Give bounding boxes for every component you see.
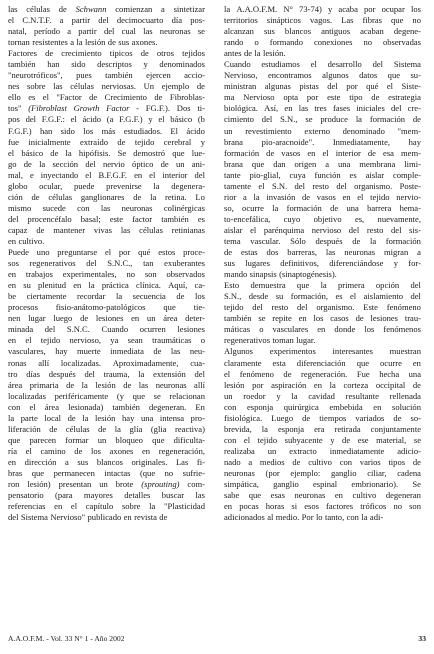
text-line: área primaria de la lesión de las neuronas allí <box>8 379 205 390</box>
text-line: tos" (Fibroblast Growth Factor - FG.F.). Dos ti- <box>8 103 205 114</box>
text-line: el básico de la hipófisis. Se demostró que lue- <box>8 147 205 158</box>
text-line: tante pio-glial, cuya función es aislar comple- <box>224 169 421 180</box>
text-line: Algunos experimentos interesantes muestran <box>224 346 421 357</box>
text-line: globo ocular, puede prevenirse la degenera- <box>8 180 205 191</box>
text-line: tro días después del trauma, la extensión del <box>8 368 205 379</box>
text-line: liferación de células de la glía (glia reactiva) <box>8 423 205 434</box>
text-line: ello es el "Factor de Crecimiento de Fibroblas- <box>8 92 205 103</box>
text-line: S.N., desde su formación, es el aislamiento del <box>224 291 421 302</box>
text-line: vasculares, hay muerte inmediata de las neu- <box>8 346 205 357</box>
text-line: "neurotróficos", pues también ejercen accio- <box>8 70 205 81</box>
text-line: fisiológica. Luego de tiempos variados de so- <box>224 412 421 423</box>
text-line: con el área lesionada) también degeneran. En <box>8 401 205 412</box>
text-line: en el tejido nervioso, ya sean traumáticas o <box>8 335 205 346</box>
text-line: las células de Schwann comienzan a sintetizar <box>8 4 205 14</box>
text-line: simpática, ganglio espinal embrionario). Se <box>224 479 421 490</box>
text-line: so, ocurre la formación de una barrera hema- <box>224 202 421 213</box>
text-line: procesos fisio-anátomo-patológicos que tie- <box>8 302 205 313</box>
text-line: ción de células ganglionares de la retina. Lo <box>8 191 205 202</box>
text-line: tamente el S.N. del resto del organismo. Poste- <box>224 180 421 191</box>
text-line: claramente esta diferenciación que ocurre en <box>224 357 421 368</box>
text-line: tema vascular. Sólo después de la formación <box>224 235 421 246</box>
text-line: la A.A.O.F.M. N° 73-74) y acaba por ocupar los <box>224 4 421 14</box>
text-line: rior a la invasión de vasos en el tejido nervio- <box>224 191 421 202</box>
text-line: lesión por aspiración en la corteza occipital de <box>224 379 421 390</box>
text-line: bras que permanecen intactas (que no sufrie- <box>8 467 205 478</box>
text-line: que parecen formar un bloqueo que dificulta- <box>8 434 205 445</box>
text-line: Esto demuestra que la primera opción del <box>224 280 421 291</box>
text-line: del procencéfalo basal; este factor también es <box>8 213 205 224</box>
text-line: biológica. Así, en las tres fases iniciales del cre- <box>224 103 421 114</box>
text-line: en trabajos experimentales, no son observados <box>8 269 205 280</box>
text-line: brana que dan origen a una membrana limi- <box>224 158 421 169</box>
text-line: formación de vasos en el interior de esa mem- <box>224 147 421 158</box>
text-line: también han sido descriptos y denominados <box>8 59 205 70</box>
text-line: referencias en el capítulo sobre la "Plasticidad <box>8 501 205 512</box>
text-line: un roedor y la cavidad resultante rellenada <box>224 390 421 401</box>
text-line: mismo sucede con las neuronas colinérgicas <box>8 202 205 213</box>
text-line: el C.N.T.F. a partir del decimocuarto día pos- <box>8 15 205 26</box>
text-line: ron lesión) presentan un brote (sprouting) com- <box>8 479 205 490</box>
text-line: minada del S.N.C. Cuando ocurren lesiones <box>8 324 205 335</box>
text-line: pensatorio (para mayores detalles buscar las <box>8 490 205 501</box>
text-line: ría el camino de los axones en regeneración, <box>8 445 205 456</box>
page-footer <box>8 634 426 646</box>
text-line: un revestimiento externo denominado "mem- <box>224 125 421 136</box>
text-line: ma Nervioso opta por este tipo de estrategia <box>224 92 421 103</box>
text-line: también se repite en los casos de lesiones trau- <box>224 313 421 324</box>
text-line: de estas dos barreras, las neuronas migran a <box>224 247 421 258</box>
text-line: con esponja quirúrgica embebida en solución <box>224 401 421 412</box>
text-line: sus lugares definitivos, diferenciándose y for- <box>224 258 421 269</box>
left-text-column <box>8 4 205 523</box>
text-line: brevida, la esponja era retirada conjuntamente <box>224 423 421 434</box>
text-line: be ciertamente recordar la secuencia de los <box>8 291 205 302</box>
text-line: nado a medios de cultivo con varios tipos de <box>224 456 421 467</box>
text-line: con el tejido subyacente y de ese material, se <box>224 434 421 445</box>
text-line: mal, e inyectando el B.F.G.F. en el interior del <box>8 169 205 180</box>
text-line: localizadas periféricamente (y que se relacionan <box>8 390 205 401</box>
text-line: ministran algunas pistas del por qué el Siste- <box>224 81 421 92</box>
text-line: máticas o vasculares en donde los fenómenos <box>224 324 421 335</box>
text-line: antes de la lesión. <box>224 48 286 59</box>
text-line: sabe que esas neuronas en cultivo degeneran <box>224 490 421 501</box>
text-line: sos regenerativos del S.N.C., tan exuberantes <box>8 258 205 269</box>
text-line: nes sobre las células nerviosas. Un ejemplo de <box>8 81 205 92</box>
text-line: fue inicialmente extraído de tejido cerebral y <box>8 136 205 147</box>
text-line: tejido del resto del organismo. Este fenómeno <box>224 302 421 313</box>
text-line: ronas allí localizadas. Aproximadamente, cua- <box>8 357 205 368</box>
text-line: capaz de mantener vivas las células retinianas <box>8 224 205 235</box>
text-line: del Sistema Nervioso" publicado en revista de <box>8 512 168 523</box>
text-line: adicionados al medio. Por lo tanto, con la adi- <box>224 512 384 523</box>
text-line: regenerativos toman lugar. <box>224 335 316 346</box>
text-line: en pocas horas si esos factores tróficos no son <box>224 501 421 512</box>
text-line: cimiento del S.N., se produce la formación de <box>224 114 421 125</box>
text-line: tornan resistentes a la lesión de sus axones. <box>8 37 158 48</box>
text-line: to-encefálica, cuyo objetivo es, nuevamente, <box>224 213 421 224</box>
text-line: en dirección a sus blancos originales. Las fi- <box>8 456 205 467</box>
text-line: mando sinapsis (sinaptogénesis). <box>224 269 337 280</box>
text-line: Factores de crecimiento tipicos de otros tejidos <box>8 48 205 59</box>
text-line: Cuando estudiamos el desarrollo del Sistema <box>224 59 421 70</box>
text-line: nen lugar luego de lesiones en un área deter- <box>8 313 205 324</box>
text-line: alcanzan sus blancos antiguos acaban degene- <box>224 26 421 37</box>
text-line: territorios sinápticos vagos. Las fibras que no <box>224 15 421 26</box>
text-line: pos del F.G.F.: el ácido (a F.G.F.) y el básico (b <box>8 114 205 125</box>
text-line: la parte local de la lesión hay una intensa pro- <box>8 412 205 423</box>
text-line: Puede uno preguntarse el por qué estos proce- <box>8 247 205 258</box>
page-number: 33 <box>418 634 426 643</box>
text-line: realizaba un extracto inmediatamente adicio- <box>224 445 421 456</box>
text-line: en cultivo. <box>8 235 45 246</box>
text-line: aislar el parénquima nervioso del resto del sis- <box>224 224 421 235</box>
text-line: brana pio-aracnoide". Inmediatamente, hay <box>224 136 421 147</box>
text-line: go de la sección del nervio óptico de un ani- <box>8 158 205 169</box>
text-line: Nervioso, encontramos algunos datos que su- <box>224 70 421 81</box>
text-line: natal, período a partir del cual las neuronas se <box>8 26 205 37</box>
text-line: rando o formando conexiones no observadas <box>224 37 421 48</box>
text-line: neuronas (por ejemplo: ganglio ciliar, cadena <box>224 467 421 478</box>
text-line: en su plenitud en la práctica clínica. Aquí, ca- <box>8 280 205 291</box>
journal-citation: A.A.O.F.M. - Vol. 33 N° 1 - Año 2002 <box>8 634 125 643</box>
text-line: el fenómeno de regeneración. Fue hecha una <box>224 368 421 379</box>
text-line: F.G.F.) han sido los más estudiados. El ácido <box>8 125 205 136</box>
right-text-column <box>224 4 421 523</box>
